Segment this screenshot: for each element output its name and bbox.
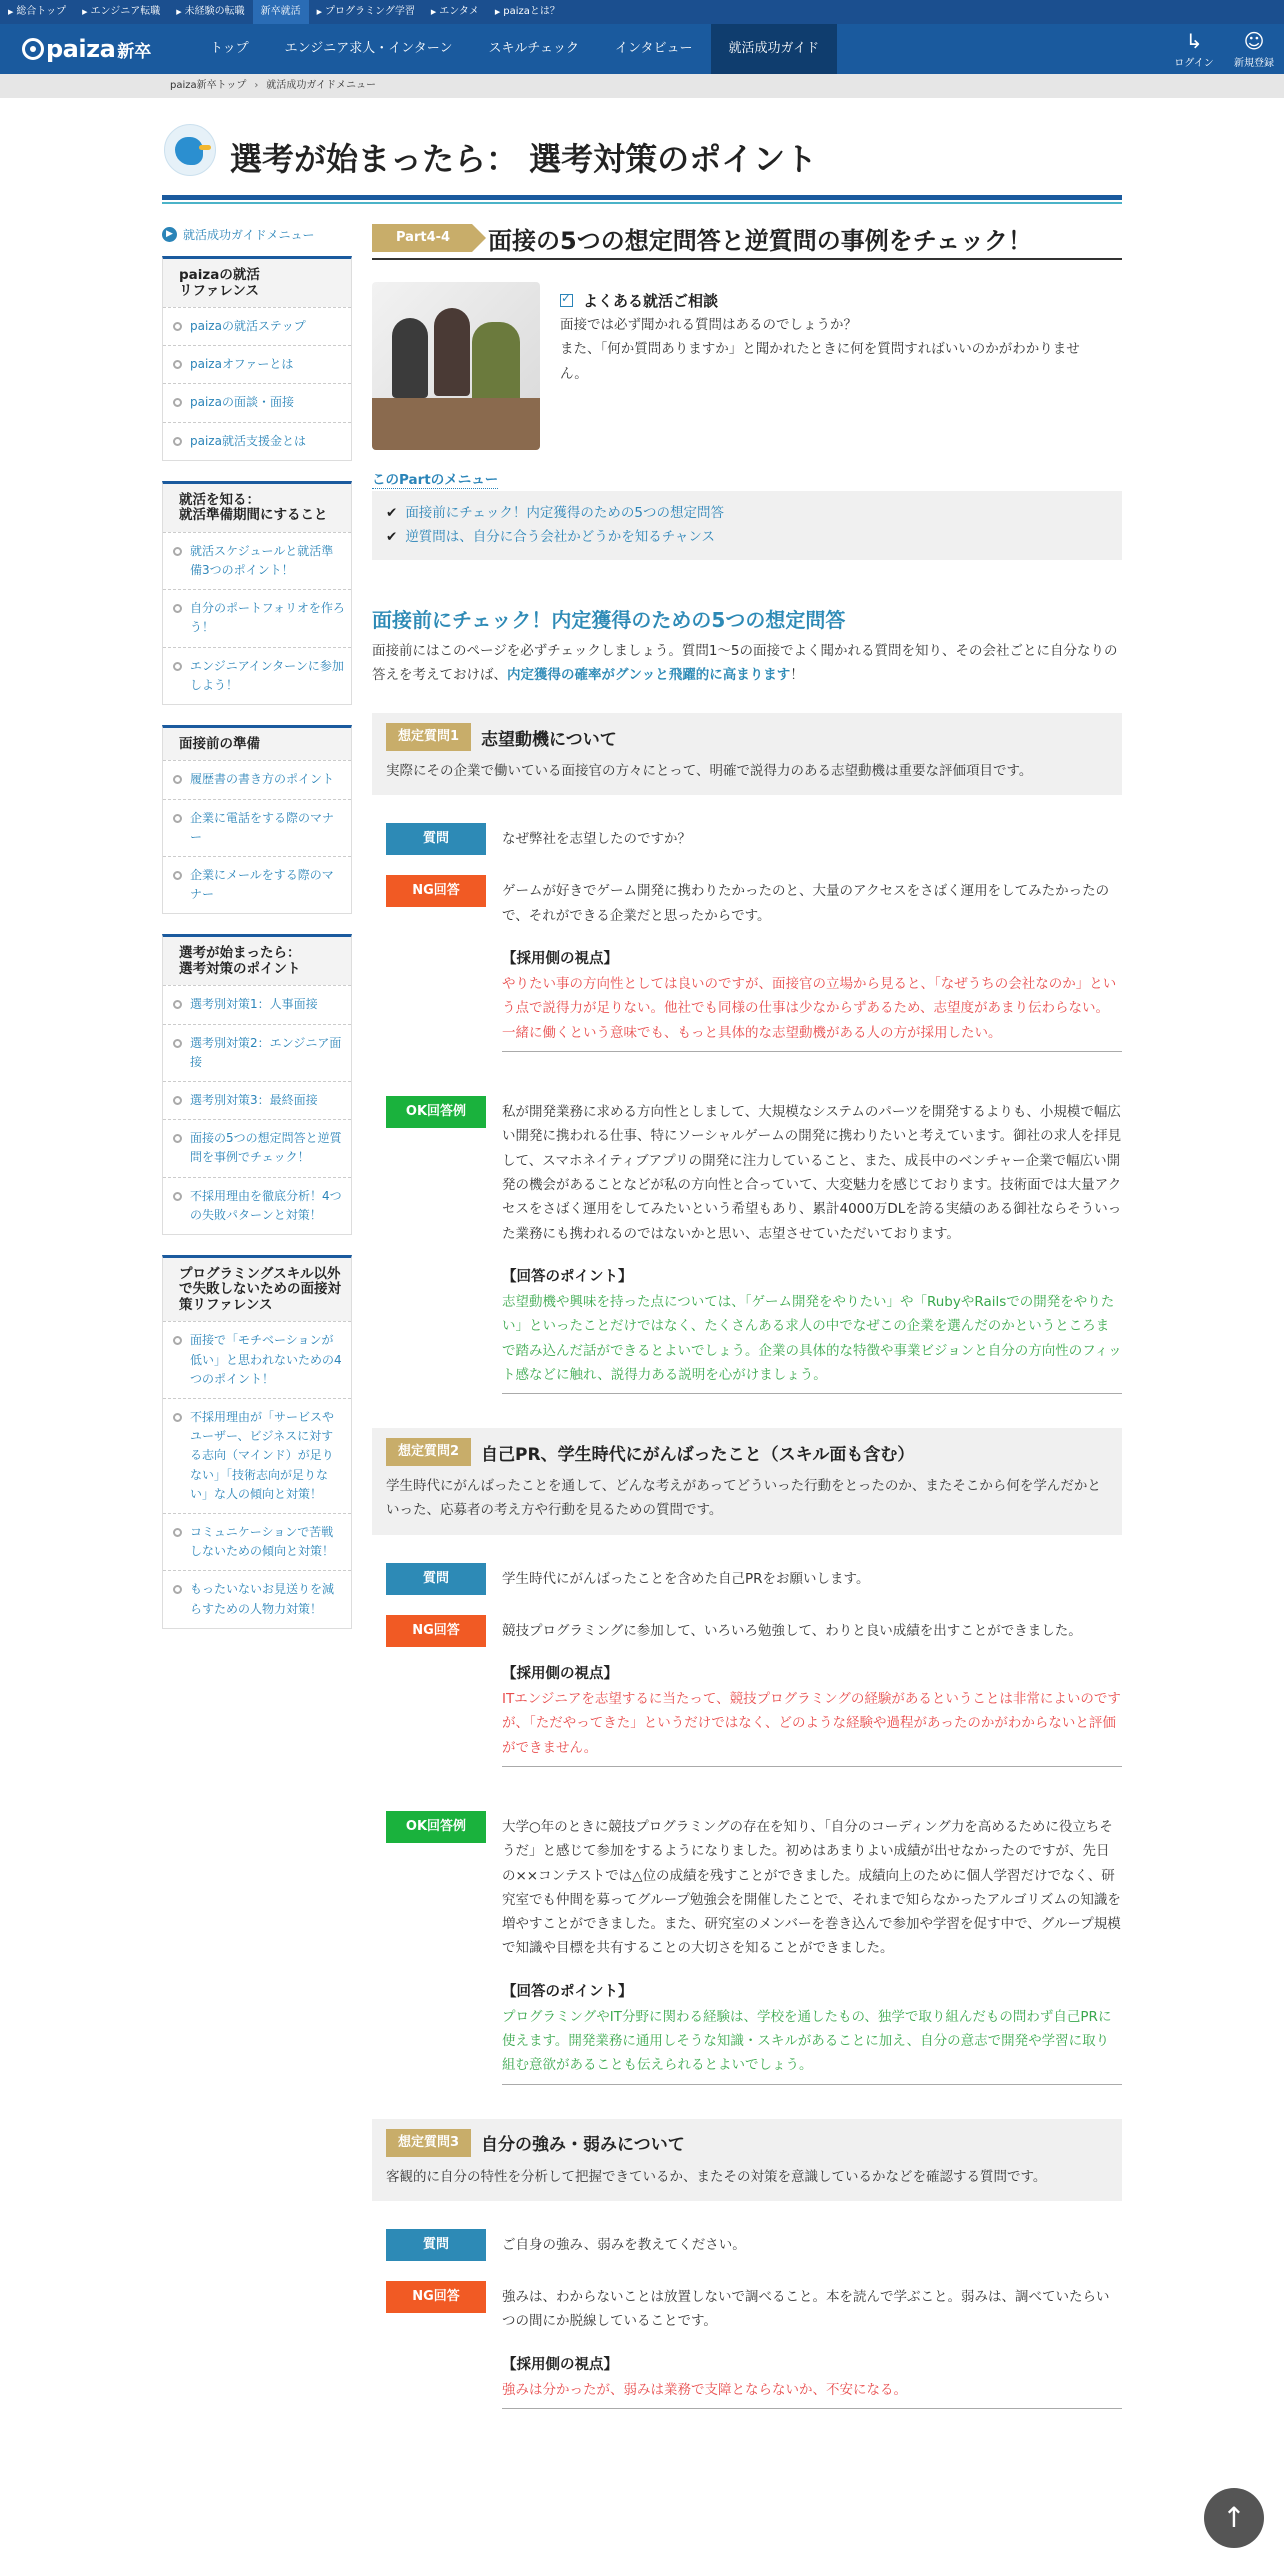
recruiter-view-text: ITエンジニアを志望するに当たって、競技プログラミングの経験があるということは非常によいのですが、「ただやってきた」というだけではなく、どのような経験や過程があったのかがわからないと評価ができません。 (502, 1691, 1121, 1756)
ok-answer-text: 私が開発業務に求める方向性としまして、大規模なシステムのパーツを開発するよりも、小規模で幅広い開発に携われる仕事、特にソーシャルゲームの開発に携わりたいと考えています。御社の求人を拝見して、スマホネイティブアプリの開発に注力していること、また、成長中のベンチャー企業で幅広い開発の機会があることなどが私の方向性と合っていて、大変魅力を感じております。技術面では大量アクセスをさばく運用をしてみたいという希望もあり、累計4000万DLを誇る実績のある御社ならそういった業務にも携われるのではないかと思い、志望させていただいております。 (502, 1104, 1122, 1242)
recruiter-view-heading: 【採用側の視点】 (502, 1666, 618, 1683)
nav-jobs[interactable]: エンジニア求人・インターン (284, 41, 453, 56)
page-title: 選考が始まったら： 選考対策のポイント (230, 140, 818, 178)
nav-skillcheck[interactable]: スキルチェック (488, 41, 580, 56)
sidebar (162, 224, 352, 1649)
ok-badge: OK回答例 (386, 1096, 486, 1128)
sidebar-item[interactable] (163, 1024, 351, 1081)
sidebar-section-title: 就活を知る： 就活準備期間にすること (163, 484, 351, 532)
bullet-icon (173, 1134, 182, 1143)
sidebar-item[interactable] (163, 1513, 351, 1570)
answer-point (502, 1979, 1122, 2085)
question-badge: 質問 (386, 1563, 486, 1595)
intro-block (372, 282, 1122, 464)
answer-point-heading: 【回答のポイント】 (502, 1268, 633, 1285)
strip-link-beginner[interactable]: ▶ 未経験の転職 (168, 0, 252, 24)
answer-point-text: プログラミングやIT分野に関わる経験は、学校を通したもの、独学で取り組んだもの問わず自己PRに使えます。開発業務に通用しそうな知識・スキルがあることに加え、自分の意志で開発や学習に取り組む意欲があることも伝えられるとよいでしょう。 (502, 2008, 1112, 2074)
sidebar-section (162, 481, 352, 705)
nav-interview[interactable]: インタビュー (615, 41, 693, 56)
sidebar-item[interactable] (163, 1081, 351, 1119)
recruiter-view-heading: 【採用側の視点】 (502, 2356, 618, 2373)
checkbox-icon (560, 294, 573, 307)
sidebar-item-label: 面接で「モチベーションが低い」と思われないための4つのポイント！ (190, 1333, 342, 1386)
sidebar-section (162, 725, 352, 914)
breadcrumb (170, 74, 376, 98)
sidebar-item[interactable] (163, 1177, 351, 1234)
arrow-right-icon: ▶ (162, 227, 177, 242)
question-tag: 想定質問2 (386, 1438, 471, 1466)
strip-link-newgrad[interactable]: 新卒就活 (253, 0, 309, 24)
arrow-up-icon: ↑ (1222, 2501, 1246, 2534)
sidebar-section (162, 256, 352, 461)
strip-link-engineer[interactable]: ▶ エンジニア転職 (74, 0, 168, 24)
question-description: 実際にその企業で働いている面接官の方々にとって、明確で説得力のある志望動機は重要な評価項目です。 (386, 763, 1033, 780)
sidebar-item-label: 自分のポートフォリオを作ろう！ (190, 601, 345, 635)
part-menu (372, 491, 1122, 560)
main-content (372, 224, 1122, 2409)
sidebar-item-label: 企業に電話をする際のマナー (190, 810, 335, 844)
consult-box (560, 290, 1100, 386)
bullet-icon (173, 775, 182, 784)
sidebar-item-label: 不採用理由が「サービスやユーザー、ビジネスに対する志向（マインド）が足りない」「技術志向が足りない」な人の傾向と対策！ (190, 1410, 335, 1501)
login-icon: ↳ (1185, 28, 1203, 53)
sidebar-item-label: 選考別対策1：人事面接 (190, 997, 318, 1012)
sidebar-section-title: paizaの就活 リファレンス (163, 259, 351, 307)
question-title: 自己PR、学生時代にがんばったこと（スキル面も含む） (481, 1444, 915, 1465)
question-heading (386, 2129, 1108, 2157)
sidebar-item-label: paizaの就活ステップ (190, 319, 306, 334)
questions-list (372, 713, 1122, 2409)
qa-row-ng (372, 1615, 1122, 1767)
ok-answer (502, 1096, 1122, 1394)
sidebar-item[interactable] (163, 985, 351, 1023)
signup-button[interactable]: ☺ 新規登録 (1234, 28, 1274, 69)
bullet-icon (173, 437, 182, 446)
breadcrumb-separator-icon: › (254, 80, 259, 91)
sidebar-item[interactable] (163, 532, 351, 589)
question-badge: 質問 (386, 2229, 486, 2261)
bullet-icon (173, 871, 182, 880)
part-heading (372, 224, 1122, 260)
sidebar-item-label: 不採用理由を徹底分析！4つの失敗パターンと対策！ (190, 1188, 342, 1222)
part-menu-title: このPartのメニュー (372, 468, 498, 489)
page-title-block (162, 118, 1122, 200)
question-block (372, 1428, 1122, 2085)
qa-row-ok (372, 1096, 1122, 1394)
question-header-box (372, 713, 1122, 795)
part-tag: Part4-4 (372, 224, 472, 252)
sidebar-item-label: paizaオファーとは (190, 357, 294, 372)
sidebar-item-label: paizaの面談・面接 (190, 395, 294, 410)
sidebar-section-title: 選考が始まったら： 選考対策のポイント (163, 937, 351, 985)
ng-answer-text: 強みは、わからないことは放置しないで調べること。本を読んで学ぶこと。弱みは、調べていたらいつの間にか脱線していることです。 (502, 2289, 1110, 2330)
sidebar-section (162, 934, 352, 1235)
section-title: 面接前にチェック！内定獲得のための5つの想定問答 (372, 607, 846, 632)
recruiter-view-heading: 【採用側の視点】 (502, 951, 618, 968)
recruiter-view (502, 946, 1122, 1052)
ng-answer-text: 競技プログラミングに参加して、いろいろ勉強して、わりと良い成績を出すことができました。 (502, 1622, 1082, 1639)
question-title: 志望動機について (481, 729, 617, 750)
qa-row-ng (372, 2281, 1122, 2409)
sidebar-item[interactable] (163, 1570, 351, 1627)
question-header-box (372, 2119, 1122, 2201)
sidebar-guide-menu-link[interactable]: ▶ 就活成功ガイドメニュー (162, 224, 352, 244)
ng-answer (502, 1615, 1122, 1767)
site-header (0, 24, 1284, 74)
recruiter-view (502, 1661, 1122, 1767)
question-heading (386, 723, 1108, 751)
sidebar-section-title: プログラミングスキル以外で失敗しないための面接対策リファレンス (163, 1258, 351, 1322)
sidebar-item-label: 企業にメールをする際のマナー (190, 868, 334, 902)
part-menu-item-1[interactable]: ✔ 面接前にチェック！内定獲得のための5つの想定問答 (386, 501, 1108, 525)
sidebar-item[interactable] (163, 1321, 351, 1398)
sidebar-item-label: コミュニケーションで苦戦しないための傾向と対策！ (190, 1524, 335, 1559)
ng-badge: NG回答 (386, 1615, 486, 1647)
bullet-icon (173, 322, 182, 331)
ng-badge: NG回答 (386, 2281, 486, 2313)
part-menu-item-2[interactable]: ✔ 逆質問は、自分に合う会社かどうかを知るチャンス (386, 525, 1108, 549)
nav-top[interactable]: トップ (210, 41, 249, 56)
bullet-icon (173, 398, 182, 407)
sidebar-section-title: 面接前の準備 (163, 728, 351, 761)
question-tag: 想定質問3 (386, 2129, 471, 2157)
sidebar-item[interactable] (163, 345, 351, 383)
back-to-top-button[interactable] (1204, 2488, 1264, 2548)
sidebar-item-label: エンジニアインターンに参加しよう！ (190, 658, 344, 692)
qa-row-ng (372, 875, 1122, 1052)
strip-link-about[interactable]: ▶ paizaとは？ (487, 0, 568, 24)
sidebar-item[interactable] (163, 307, 351, 345)
sidebar-item[interactable] (163, 647, 351, 704)
question-block (372, 713, 1122, 1394)
part-title: 面接の5つの想定問答と逆質問の事例をチェック！ (488, 226, 1032, 255)
sidebar-item[interactable] (163, 383, 351, 421)
sidebar-item[interactable] (163, 1398, 351, 1513)
ng-answer (502, 875, 1122, 1052)
question-title: 自分の強み・弱みについて (481, 2135, 685, 2156)
qa-row-ok (372, 1811, 1122, 2085)
ok-answer-text: 大学○年のときに競技プログラミングの存在を知り、「自分のコーディング力を高めるために役立ちそうだ」と感じて参加をするようになりました。初めはあまりよい成績が出せなかったのですが、先日の××コンテストでは△位の成績を残すことができました。成績向上のために個人学習だけでなく、研究室でも仲間を募ってグループ勉強会を開催したことで、それまで知らなかったアルゴリズムの知識を増やすことができました。また、研究室のメンバーを巻き込んで参加や学習を促す中で、グループ規模で知識や目標を共有することの大切さを知ることができました。 (502, 1819, 1121, 1957)
sidebar-section (162, 1255, 352, 1629)
bullet-icon (173, 662, 182, 671)
bird-mascot-icon (164, 124, 216, 176)
question-text: ご自身の強み、弱みを教えてください。 (502, 2237, 746, 2254)
consult-text: 面接では必ず聞かれる質問はあるのでしょうか？ また、「何か質問ありますか」と聞かれたときに何を質問すればいいのかがわかりません。 (560, 317, 1080, 382)
strip-link-entame[interactable]: ▶ エンタメ (423, 0, 487, 24)
breadcrumb-current[interactable]: 就活成功ガイドメニュー (266, 80, 376, 91)
sidebar-item[interactable] (163, 589, 351, 646)
consult-title: よくある就活ご相談 (583, 292, 719, 310)
sidebar-item-label: 面接の5つの想定問答と逆質問を事例でチェック！ (190, 1131, 342, 1165)
question-description: 客観的に自分の特性を分析して把握できているか、またその対策を意識しているかなどを確認する質問です。 (386, 2168, 1047, 2185)
recruiter-view-text: 強みは分かったが、弱みは業務で支障とならないか、不安になる。 (502, 2381, 907, 2398)
sidebar-item-label: 履歴書の書き方のポイント (190, 772, 335, 787)
question-tag: 想定質問1 (386, 723, 471, 751)
bullet-icon (173, 360, 182, 369)
global-nav (192, 24, 837, 74)
question-description: 学生時代にがんばったことを通して、どんな考えがあってどういった行動をとったのか、またそこから何を学んだかといった、応募者の考え方や行動を見るための質問です。 (386, 1478, 1101, 1519)
login-button[interactable]: ↳ ログイン (1174, 28, 1214, 69)
question-text: なぜ弊社を志望したのですか？ (502, 831, 691, 848)
answer-point-heading: 【回答のポイント】 (502, 1983, 633, 2000)
ng-answer-text: ゲームが好きでゲーム開発に携わりたかったのと、大量のアクセスをさばく運用をしてみたかったので、それができる企業だと思ったからです。 (502, 883, 1110, 924)
recruiter-view-text: やりたい事の方向性としては良いのですが、面接官の立場から見ると、「なぜうちの会社なのか」という点で説得力が足りない。他社でも同様の仕事は少なからずあるため、志望度があまり伝わらない。一緒に働くという意味でも、もっと具体的な志望動機がある人の方が採用したい。 (502, 976, 1117, 1041)
answer-point (502, 1264, 1122, 1394)
qa-row-question (372, 1563, 1122, 1595)
sidebar-item-label: paiza就活支援金とは (190, 433, 306, 448)
ok-answer (502, 1811, 1122, 2085)
bullet-icon (173, 814, 182, 823)
breadcrumb-bar (0, 74, 1284, 98)
sidebar-item[interactable] (163, 760, 351, 798)
sidebar-item-label: 選考別対策2：エンジニア面接 (190, 1035, 342, 1069)
question-text: 学生時代にがんばったことを含めた自己PRをお願いします。 (502, 1570, 870, 1587)
sidebar-item[interactable] (163, 422, 351, 460)
business-people-photo (372, 282, 540, 450)
question-header-box (372, 1428, 1122, 1535)
bullet-icon (173, 1336, 182, 1345)
answer-point-text: 志望動機や興味を持った点については、「ゲーム開発をやりたい」や「RubyやRailsでの開発をやりたい」といったことだけではなく、たくさんある求人の中でなぜこの企業を選んだのかというところまで踏み込んだ話ができるとよいでしょう。企業の具体的な特徴や事業ビジョンと自分の方向性のフィット感などに触れ、説得力ある説明を心がけましょう。 (502, 1293, 1122, 1383)
bullet-icon (173, 1096, 182, 1105)
sidebar-item-label: 選考別対策3：最終面接 (190, 1092, 318, 1107)
question-badge: 質問 (386, 823, 486, 855)
sidebar-item[interactable] (163, 799, 351, 856)
logo-icon (22, 38, 44, 60)
question-heading (386, 1438, 1108, 1466)
ng-badge: NG回答 (386, 875, 486, 907)
ng-answer (502, 2281, 1122, 2409)
global-strip (0, 0, 1284, 24)
nav-guide[interactable]: 就活成功ガイド (711, 24, 838, 74)
section-intro: 面接前にはこのページを必ずチェックしましょう。質問1～5の面接でよく聞かれる質問を知り、その会社ごとに自分なりの答えを考えておけば、内定獲得の確率がグンッと飛躍的に高まります！ (372, 642, 1118, 683)
bullet-icon (173, 604, 182, 613)
user-plus-icon: ☺ (1243, 28, 1265, 53)
ok-badge: OK回答例 (386, 1811, 486, 1843)
question-block (372, 2119, 1122, 2409)
bullet-icon (173, 1192, 182, 1201)
strip-link-learning[interactable]: ▶ プログラミング学習 (309, 0, 423, 24)
bullet-icon (173, 1413, 182, 1422)
recruiter-view (502, 2352, 1122, 2409)
sidebar-item[interactable] (163, 1119, 351, 1176)
strip-link-top[interactable]: ▶ 総合トップ (0, 0, 74, 24)
sidebar-item-label: 就活スケジュールと就活準備3つのポイント！ (190, 543, 334, 577)
sidebar-item[interactable] (163, 856, 351, 913)
bullet-icon (173, 547, 182, 556)
qa-row-question (372, 823, 1122, 855)
sidebar-item-label: もったいないお見送りを減らすための人物力対策！ (190, 1582, 335, 1616)
qa-row-question (372, 2229, 1122, 2261)
site-logo[interactable]: paiza 新卒 (22, 24, 192, 74)
breadcrumb-home[interactable]: paiza新卒トップ (170, 80, 247, 91)
bullet-icon (173, 1000, 182, 1009)
bullet-icon (173, 1585, 182, 1594)
bullet-icon (173, 1528, 182, 1537)
bullet-icon (173, 1039, 182, 1048)
